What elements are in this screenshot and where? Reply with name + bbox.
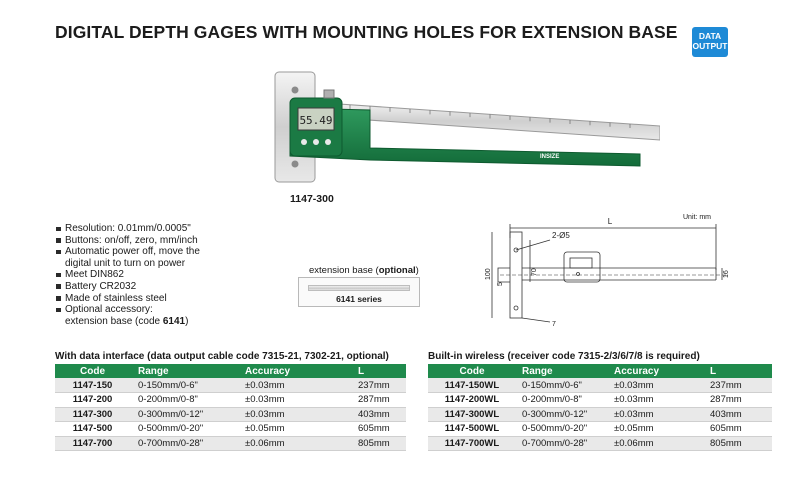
table-right-title: Built-in wireless (receiver code 7315-2/3/6/7/8 is required): [428, 351, 700, 362]
cell-length: 605mm: [688, 422, 772, 437]
cell-range: 0-500mm/0-20": [130, 422, 233, 437]
cell-range: 0-300mm/0-12": [516, 407, 604, 422]
cell-range: 0-300mm/0-12": [130, 407, 233, 422]
ext-label-prefix: extension base (: [309, 265, 379, 276]
accessory-text: extension base (code: [65, 315, 163, 327]
cell-length: 287mm: [688, 393, 772, 408]
cell-length: 605mm: [328, 422, 406, 437]
mount-hole-bottom: [292, 161, 299, 168]
cell-range: 0-700mm/0-28": [516, 436, 604, 451]
feature-din: Meet DIN862: [55, 269, 295, 281]
extension-base-label: [309, 265, 419, 276]
cell-range: 0-150mm/0-6": [516, 378, 604, 393]
cell-length: 237mm: [328, 378, 406, 393]
cell-accuracy: ±0.03mm: [233, 393, 328, 408]
button-2: [313, 139, 319, 145]
cell-range: 0-150mm/0-6": [130, 378, 233, 393]
cell-accuracy: ±0.05mm: [233, 422, 328, 437]
dim-5: 5: [497, 282, 504, 286]
cell-code: 1147-500WL: [428, 422, 516, 437]
cell-accuracy: ±0.03mm: [233, 407, 328, 422]
cell-code: 1147-200WL: [428, 393, 516, 408]
lcd-reading: 55.49: [299, 114, 333, 127]
clamp-screw: [324, 90, 334, 98]
brand-logo: INSIZE: [540, 154, 560, 160]
header-accuracy: Accuracy: [233, 364, 328, 378]
header-accuracy: Accuracy: [604, 364, 688, 378]
table-data-interface: [55, 364, 406, 451]
extension-series: 6141 series: [336, 294, 382, 304]
dim-100: 100: [485, 268, 492, 280]
accessory-close: ): [185, 315, 189, 327]
feature-material: Made of stainless steel: [55, 293, 295, 305]
cell-accuracy: ±0.03mm: [604, 407, 688, 422]
ext-label-suffix: ): [415, 265, 419, 276]
header-code: Code: [428, 364, 516, 378]
header-code: Code: [55, 364, 130, 378]
feature-list: [55, 223, 295, 327]
cell-accuracy: ±0.05mm: [604, 422, 688, 437]
data-output-badge: [692, 27, 728, 57]
table-row: [428, 407, 772, 422]
dim-L: L: [607, 217, 613, 226]
header-length: L: [688, 364, 772, 378]
cell-length: 805mm: [328, 436, 406, 451]
table-row: [428, 436, 772, 451]
cell-code: 1147-150: [55, 378, 130, 393]
feature-buttons: Buttons: on/off, zero, mm/inch: [55, 235, 295, 247]
header-range: Range: [130, 364, 233, 378]
table-wireless: [428, 364, 772, 451]
button-3: [325, 139, 331, 145]
cell-code: 1147-200: [55, 393, 130, 408]
cell-range: 0-500mm/0-20": [516, 422, 604, 437]
cell-code: 1147-300WL: [428, 407, 516, 422]
table-left-title: With data interface (data output cable code 7315-21, 7302-21, optional): [55, 351, 389, 362]
badge-line-2: OUTPUT: [692, 41, 728, 51]
feature-accessory-line1: Optional accessory:: [65, 304, 153, 316]
badge-line-1: DATA: [698, 31, 722, 41]
feature-accessory-line2: [65, 316, 295, 328]
feature-battery: Battery CR2032: [55, 281, 295, 293]
extension-base-box: [298, 277, 420, 307]
feature-auto-power-line2: digital unit to turn on power: [65, 257, 186, 269]
table-row: [428, 378, 772, 393]
product-caption: 1147-300: [290, 193, 334, 205]
mount-hole-top: [292, 87, 299, 94]
cell-range: 0-700mm/0-28": [130, 436, 233, 451]
cell-accuracy: ±0.06mm: [604, 436, 688, 451]
cell-code: 1147-300: [55, 407, 130, 422]
cell-range: 0-200mm/0-8": [516, 393, 604, 408]
table-row: [428, 393, 772, 408]
dim-70: 70: [531, 268, 538, 276]
cell-accuracy: ±0.03mm: [604, 378, 688, 393]
page-title: DIGITAL DEPTH GAGES WITH MOUNTING HOLES FOR EXTENSION BASE: [55, 22, 678, 42]
accessory-code: 6141: [162, 315, 186, 327]
table-header-row: [428, 364, 772, 378]
extension-base-image: [308, 285, 410, 291]
cell-accuracy: ±0.06mm: [233, 436, 328, 451]
header-length: L: [328, 364, 406, 378]
cell-code: 1147-150WL: [428, 378, 516, 393]
feature-accessory: [55, 304, 295, 327]
cell-length: 403mm: [328, 407, 406, 422]
feature-resolution: Resolution: 0.01mm/0.0005": [55, 223, 295, 235]
cell-length: 237mm: [688, 378, 772, 393]
table-row: [428, 422, 772, 437]
dim-hole: 2-Ø5: [552, 231, 570, 240]
table-row: [55, 378, 406, 393]
cell-range: 0-200mm/0-8": [130, 393, 233, 408]
cell-code: 1147-700: [55, 436, 130, 451]
cell-accuracy: ±0.03mm: [604, 393, 688, 408]
dimension-drawing: [480, 210, 730, 335]
header-range: Range: [516, 364, 604, 378]
table-row: [55, 407, 406, 422]
cell-accuracy: ±0.03mm: [233, 378, 328, 393]
dim-16: 16: [723, 270, 730, 278]
table-row: [55, 422, 406, 437]
ext-label-optional: optional: [378, 265, 416, 276]
cell-length: 287mm: [328, 393, 406, 408]
table-header-row: [55, 364, 406, 378]
table-row: [55, 436, 406, 451]
unit-label: Unit: mm: [683, 214, 711, 221]
table-row: [55, 393, 406, 408]
cell-code: 1147-500: [55, 422, 130, 437]
feature-auto-power: [55, 246, 295, 269]
depth-gage-illustration: [220, 68, 660, 188]
dim-7: 7: [552, 321, 556, 328]
cell-code: 1147-700WL: [428, 436, 516, 451]
cell-length: 805mm: [688, 436, 772, 451]
button-1: [301, 139, 307, 145]
feature-auto-power-line1: Automatic power off, move the: [65, 246, 200, 258]
cell-length: 403mm: [688, 407, 772, 422]
